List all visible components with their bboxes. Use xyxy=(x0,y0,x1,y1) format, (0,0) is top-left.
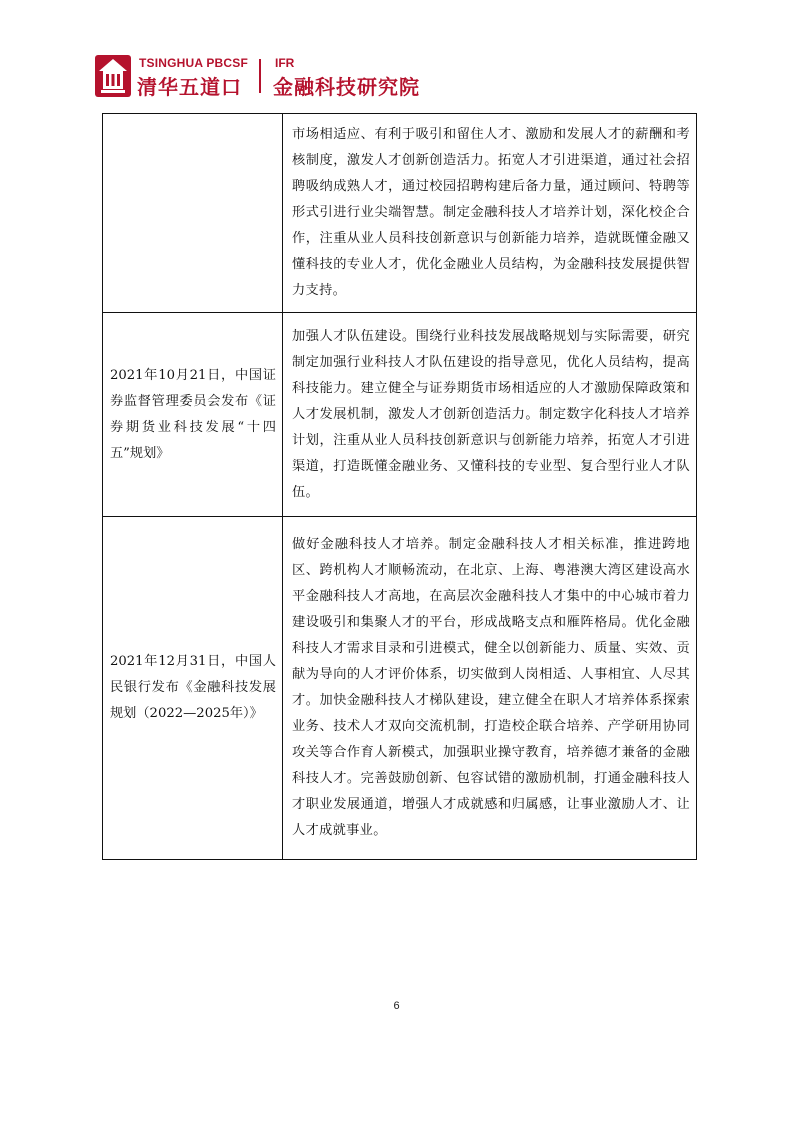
policy-source-cell: 2021年12月31日，中国人民银行发布《金融科技发展规划（2022—2025年）》 xyxy=(103,517,283,860)
header-divider xyxy=(259,59,261,93)
page-number: 6 xyxy=(393,1000,400,1012)
brand-english: TSINGHUA PBCSF xyxy=(139,56,249,70)
policy-source-cell xyxy=(103,114,283,313)
institute-english: IFR xyxy=(275,56,295,70)
brand-chinese: 清华五道口 xyxy=(137,75,242,99)
page-header xyxy=(95,55,495,100)
institute-chinese: 金融科技研究院 xyxy=(273,75,420,99)
policy-source-cell: 2021年10月21日，中国证券监督管理委员会发布《证券期货业科技发展“十四五”规划》 xyxy=(103,313,283,517)
table-row xyxy=(103,517,697,860)
table-row xyxy=(103,313,697,517)
table-row xyxy=(103,114,697,313)
policy-table xyxy=(102,113,697,860)
tsinghua-logo-icon xyxy=(95,55,131,97)
policy-content-cell: 加强人才队伍建设。围绕行业科技发展战略规划与实际需要，研究制定加强行业科技人才队伍建设的指导意见，优化人员结构，提高科技能力。建立健全与证券期货市场相适应的人才激励保障政策和人才发展机制，激发人才创新创造活力。制定数字化科技人才培养计划，注重从业人员科技创新意识与创新能力培养，拓宽人才引进渠道，打造既懂金融业务、又懂科技的专业型、复合型行业人才队伍。 xyxy=(283,313,697,517)
policy-content-cell: 做好金融科技人才培养。制定金融科技人才相关标准，推进跨地区、跨机构人才顺畅流动，在北京、上海、粤港澳大湾区建设高水平金融科技人才高地，在高层次金融科技人才集中的中心城市着力建设吸引和集聚人才的平台，形成战略支点和雁阵格局。优化金融科技人才需求目录和引进模式，健全以创新能力、质量、实效、贡献为导向的人才评价体系，切实做到人岗相适、人事相宜、人尽其才。加快金融科技人才梯队建设，建立健全在职人才培养体系探索业务、技术人才双向交流机制，打造校企联合培养、产学研用协同攻关等合作育人新模式，加强职业操守教育，培养德才兼备的金融科技人才。完善鼓励创新、包容试错的激励机制，打通金融科技人才职业发展通道，增强人才成就感和归属感，让事业激励人才、让人才成就事业。 xyxy=(283,517,697,860)
policy-content-cell: 市场相适应、有利于吸引和留住人才、激励和发展人才的薪酬和考核制度，激发人才创新创造活力。拓宽人才引进渠道，通过社会招聘吸纳成熟人才，通过校园招聘构建后备力量，通过顾问、特聘等形式引进行业尖端智慧。制定金融科技人才培养计划，深化校企合作，注重从业人员科技创新意识与创新能力培养，造就既懂金融又懂科技的专业人才，优化金融业人员结构，为金融科技发展提供智力支持。 xyxy=(283,114,697,313)
